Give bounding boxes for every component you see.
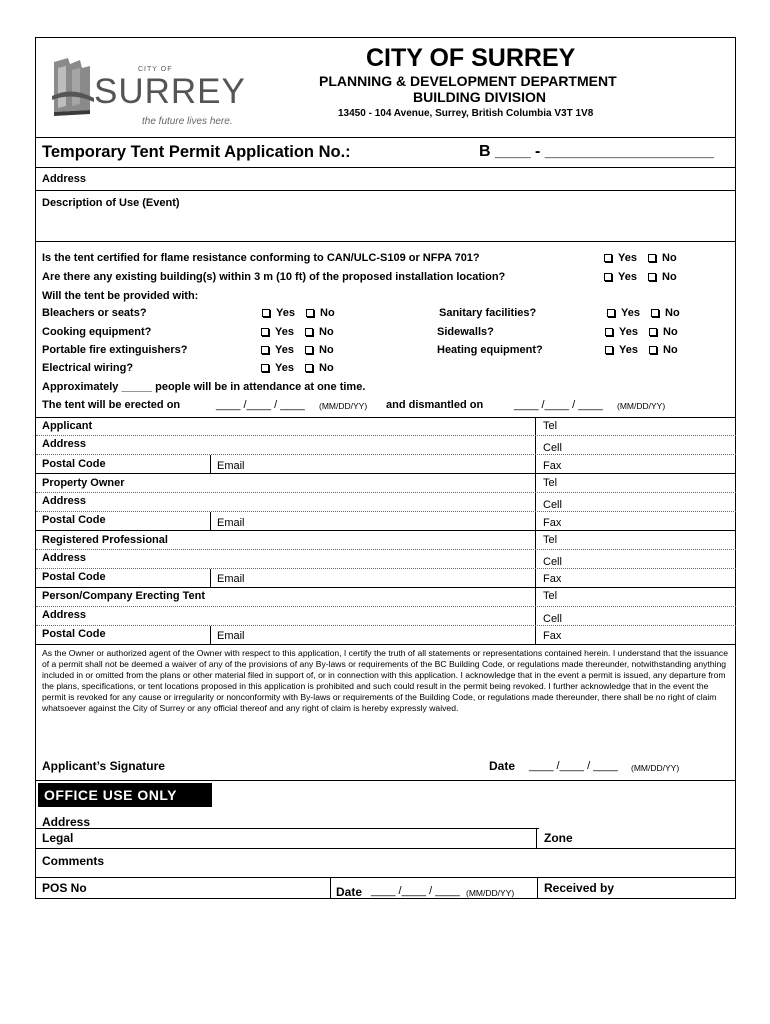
office-pos-no: POS No — [42, 881, 87, 895]
erected-date-format: (MM/DD/YY) — [319, 401, 368, 411]
question-sanitary: Sanitary facilities? — [439, 307, 537, 319]
divider — [36, 780, 735, 781]
erecting-fax: Fax — [543, 630, 562, 642]
bleachers-options — [262, 307, 335, 319]
question-buildings: Are there any existing building(s) within 3 m (10 ft) of the proposed installation location? — [42, 271, 506, 283]
divider — [36, 530, 735, 531]
question-flame: Is the tent certified for flame resistance conforming to CAN/ULC-S109 or NFPA 701? — [42, 252, 480, 264]
divider — [36, 435, 736, 436]
heating-no-checkbox[interactable] — [649, 346, 657, 354]
divider — [36, 190, 735, 191]
divider — [36, 549, 736, 550]
divider — [330, 877, 331, 899]
divider — [210, 569, 211, 587]
divider — [36, 568, 736, 569]
yes-label: Yes — [618, 252, 637, 264]
electrical-yes-checkbox[interactable] — [261, 364, 269, 372]
no-label: No — [663, 326, 678, 338]
electrical-options — [261, 362, 334, 374]
erecting-postal: Postal Code — [42, 628, 106, 640]
divider — [36, 828, 539, 829]
signature-date-format: (MM/DD/YY) — [631, 763, 680, 773]
heating-yes-checkbox[interactable] — [605, 346, 613, 354]
owner-email: Email — [217, 517, 245, 529]
cooking-yes-checkbox[interactable] — [261, 328, 269, 336]
applicant-email: Email — [217, 460, 245, 472]
erecting-address: Address — [42, 609, 87, 621]
extinguishers-options — [261, 344, 334, 356]
signature-label: Applicant’s Signature — [42, 759, 165, 773]
yes-label: Yes — [275, 326, 294, 338]
no-label: No — [319, 344, 334, 356]
form-frame — [35, 37, 736, 899]
sidewalls-no-checkbox[interactable] — [649, 328, 657, 336]
dismantled-label: and dismantled on — [386, 399, 484, 411]
buildings-options — [604, 271, 677, 283]
office-received-by: Received by — [544, 881, 615, 895]
applicant-cell: Cell — [543, 442, 562, 454]
applicant-label: Applicant — [42, 420, 93, 432]
professional-email: Email — [217, 573, 245, 585]
yes-label: Yes — [275, 344, 294, 356]
owner-cell: Cell — [543, 499, 562, 511]
applicant-address: Address — [42, 438, 87, 450]
header-address: 13450 - 104 Avenue, Surrey, British Columbia V3T 1V8 — [338, 108, 594, 119]
owner-label: Property Owner — [42, 477, 125, 489]
owner-postal: Postal Code — [42, 514, 106, 526]
erecting-tel: Tel — [543, 590, 558, 602]
signature-date-label: Date — [489, 759, 516, 773]
no-label: No — [319, 326, 334, 338]
flame-no-checkbox[interactable] — [648, 254, 656, 262]
divider — [36, 492, 736, 493]
office-date-label: Date — [336, 885, 363, 899]
no-label: No — [665, 307, 680, 319]
divider — [536, 828, 537, 848]
office-date-format: (MM/DD/YY) — [466, 888, 515, 898]
divider — [36, 454, 736, 455]
yes-label: Yes — [619, 344, 638, 356]
header-department: PLANNING & DEVELOPMENT DEPARTMENT — [319, 73, 617, 89]
buildings-yes-checkbox[interactable] — [604, 273, 612, 281]
question-bleachers: Bleachers or seats? — [42, 307, 147, 319]
divider — [210, 512, 211, 530]
erecting-email: Email — [217, 630, 245, 642]
divider — [36, 606, 736, 607]
office-zone: Zone — [544, 831, 573, 845]
office-address: Address — [42, 815, 91, 829]
sidewalls-options — [605, 326, 678, 338]
description-label: Description of Use (Event) — [42, 197, 180, 209]
sanitary-yes-checkbox[interactable] — [607, 309, 615, 317]
bleachers-yes-checkbox[interactable] — [262, 309, 270, 317]
header-title: CITY OF SURREY — [366, 44, 576, 72]
cooking-no-checkbox[interactable] — [305, 328, 313, 336]
divider — [36, 167, 735, 168]
owner-fax: Fax — [543, 517, 562, 529]
logo-tagline: the future lives here. — [142, 116, 233, 127]
flame-options — [604, 252, 677, 264]
permit-number[interactable]: B ____ - ___________________ — [479, 143, 714, 160]
office-date[interactable]: ____ /____ / ____ — [371, 885, 460, 897]
electrical-no-checkbox[interactable] — [305, 364, 313, 372]
certification-text: As the Owner or authorized agent of the Owner with respect to this application, I certify the truth of all statements or representations contained herein. I understand that the issuance of a permit shall not be deemed a waiver of any of the provisions of any By-laws or requirements of the BC Building Code, or regulations made thereunder, notwithstanding anything included in or omitted from the plans or other material filed in support of, or in connection with this application. I acknowledge that in the event a permit is issued, any departure from the plans, specifications, or tent locations proposed in this application is prohibited and such could result in the permit being revoked. I further acknowledge that in the event the permit is revoked for any cause or irregularity or nonconformity with By-laws or requirements of the Building Code, or regulations made thereunder, there shall be no right of claim whatsoever against the City of Surrey or any official thereof and any right of claim is hereby expressly waived. — [42, 648, 728, 713]
yes-label: Yes — [621, 307, 640, 319]
divider — [36, 848, 735, 849]
form-title: Temporary Tent Permit Application No.: — [42, 143, 351, 161]
divider — [36, 511, 736, 512]
professional-cell: Cell — [543, 556, 562, 568]
question-cooking: Cooking equipment? — [42, 326, 152, 338]
no-label: No — [319, 362, 334, 374]
professional-address: Address — [42, 552, 87, 564]
office-legal: Legal — [42, 831, 74, 845]
divider — [537, 877, 538, 899]
question-heating: Heating equipment? — [437, 344, 543, 356]
extinguishers-yes-checkbox[interactable] — [261, 346, 269, 354]
professional-fax: Fax — [543, 573, 562, 585]
divider — [36, 587, 735, 588]
yes-label: Yes — [618, 271, 637, 283]
dismantled-date[interactable]: ____ /____ / ____ — [514, 399, 603, 411]
divider — [210, 626, 211, 644]
divider — [36, 644, 735, 645]
extinguishers-no-checkbox[interactable] — [305, 346, 313, 354]
erected-label: The tent will be erected on — [42, 399, 181, 411]
question-electrical: Electrical wiring? — [42, 362, 134, 374]
erected-date[interactable]: ____ /____ / ____ — [216, 399, 305, 411]
signature-date[interactable]: ____ /____ / ____ — [529, 760, 618, 772]
divider — [36, 473, 735, 474]
logo-city-of: CITY OF — [138, 66, 173, 73]
owner-tel: Tel — [543, 477, 558, 489]
office-use-heading: OFFICE USE ONLY — [38, 783, 212, 807]
header-division: BUILDING DIVISION — [413, 89, 547, 105]
divider — [36, 241, 735, 242]
yes-label: Yes — [619, 326, 638, 338]
applicant-postal: Postal Code — [42, 458, 106, 470]
erecting-label: Person/Company Erecting Tent — [42, 590, 205, 602]
sanitary-options — [607, 307, 680, 319]
sanitary-no-checkbox[interactable] — [651, 309, 659, 317]
address-label: Address — [42, 173, 87, 185]
applicant-tel: Tel — [543, 420, 558, 432]
bleachers-no-checkbox[interactable] — [306, 309, 314, 317]
divider — [36, 137, 735, 138]
question-provided: Will the tent be provided with: — [42, 290, 199, 302]
heating-options — [605, 344, 678, 356]
question-sidewalls: Sidewalls? — [437, 326, 494, 338]
no-label: No — [320, 307, 335, 319]
sidewalls-yes-checkbox[interactable] — [605, 328, 613, 336]
applicant-fax: Fax — [543, 460, 562, 472]
question-extinguishers: Portable fire extinguishers? — [42, 344, 188, 356]
cooking-options — [261, 326, 334, 338]
yes-label: Yes — [276, 307, 295, 319]
professional-label: Registered Professional — [42, 534, 168, 546]
professional-postal: Postal Code — [42, 571, 106, 583]
divider — [36, 625, 736, 626]
buildings-no-checkbox[interactable] — [648, 273, 656, 281]
yes-label: Yes — [275, 362, 294, 374]
professional-tel: Tel — [543, 534, 558, 546]
attendance-line[interactable]: Approximately _____ people will be in attendance at one time. — [42, 381, 366, 393]
no-label: No — [662, 271, 677, 283]
no-label: No — [662, 252, 677, 264]
flame-yes-checkbox[interactable] — [604, 254, 612, 262]
owner-address: Address — [42, 495, 87, 507]
divider — [210, 455, 211, 473]
logo-name: SURREY — [94, 72, 246, 111]
erecting-cell: Cell — [543, 613, 562, 625]
surrey-logo-icon — [50, 56, 94, 116]
office-comments: Comments — [42, 854, 105, 868]
divider — [36, 877, 735, 878]
divider — [36, 417, 735, 418]
surrey-logo — [50, 52, 250, 127]
dismantled-date-format: (MM/DD/YY) — [617, 401, 666, 411]
no-label: No — [663, 344, 678, 356]
